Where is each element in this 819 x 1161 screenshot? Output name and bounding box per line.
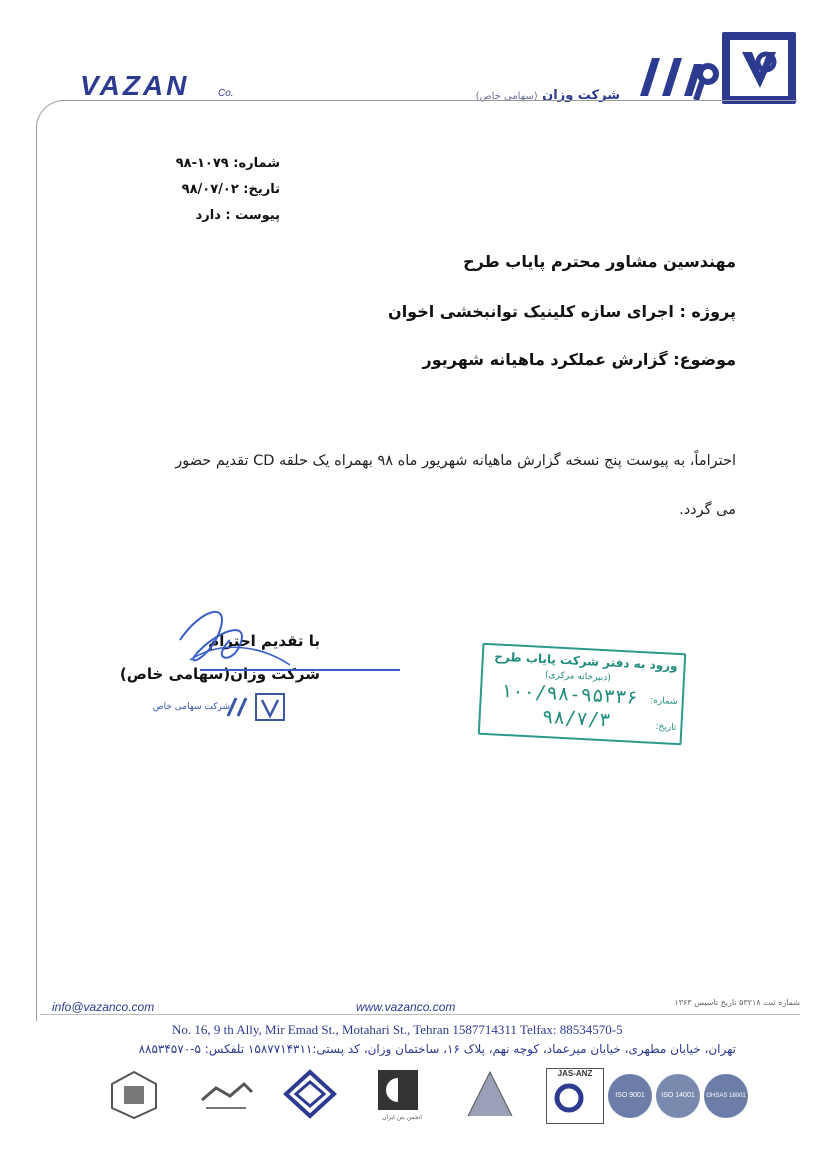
letter-number: شماره: ۱۰۷۹-۹۸ xyxy=(175,156,280,171)
iso-9001-logo-icon: ISO 9001 xyxy=(608,1074,652,1118)
company-stamp-text: شرکت سهامی خاص xyxy=(152,702,230,712)
concrete-association-logo-icon xyxy=(376,1068,420,1126)
grid-logo-icon xyxy=(464,1068,516,1126)
footer-email-link[interactable]: info@vazanco.com xyxy=(52,1000,155,1014)
certification-logos xyxy=(546,1068,752,1126)
receipt-number-label: شماره: xyxy=(649,695,678,708)
receipt-stamp xyxy=(478,643,687,746)
footer-divider xyxy=(40,1014,800,1015)
diamond-logo-icon xyxy=(282,1068,338,1126)
iso-14001-logo-icon: ISO 14001 xyxy=(656,1074,700,1118)
association-logo-icon xyxy=(108,1068,160,1126)
concrete-association-label: انجمن بتن ایران xyxy=(382,1114,422,1121)
page-frame xyxy=(36,100,797,1021)
footer-address-fa: تهران، خیابان مطهری، خیابان میرعماد، کوچه نهم، پلاک ۱۶، ساختمان وزان، کد پستی:۱۵۸۷۷۱۴۳۱۱ تلفکس: ۵-۸۸۵۳۴۵۷۰ xyxy=(138,1042,736,1056)
letter-attachment: پیوست : دارد xyxy=(195,208,280,223)
body-paragraph-line: می گردد. xyxy=(679,502,736,518)
handshake-logo-icon xyxy=(196,1068,256,1126)
recipient: مهندسین مشاور محترم پایاب طرح xyxy=(463,252,736,271)
ohsas-logo-icon: OHSAS 18001 xyxy=(704,1074,748,1118)
persian-wordmark-icon xyxy=(632,46,720,106)
footer-registration: شماره ثبت ۵۳۲۱۸ تاریخ تاسیس ۱۳۶۳ xyxy=(674,998,800,1007)
closing-line: با تقدیم احترام xyxy=(208,632,320,650)
signer-name: شرکت وزان(سهامی خاص) xyxy=(119,665,320,683)
letter-date: تاریخ: ۹۸/۰۷/۰۲ xyxy=(181,182,280,197)
company-logo-icon xyxy=(722,32,796,104)
receipt-date-label: تاریخ: xyxy=(655,721,677,733)
brand-suffix: Co. xyxy=(218,88,234,99)
brand-logo-latin: VAZAN xyxy=(80,70,190,101)
receipt-stamp-title: ورود به دفتر شرکت پایاب طرح xyxy=(493,649,678,673)
project-line: پروژه : اجرای سازه کلینیک توانبخشی اخوان xyxy=(388,302,736,321)
footer-address-en: No. 16, 9 th Ally, Mir Emad St., Motahari St., Tehran 1587714311 Telfax: 88534570-5 xyxy=(172,1022,623,1037)
body-paragraph-line: احتراماً، به پیوست پنج نسخه گزارش ماهیانه شهریور ماه ۹۸ بهمراه یک حلقه CD تقدیم حضور xyxy=(175,453,736,469)
receipt-stamp-subtitle: (دبیرخانه مرکزی) xyxy=(544,670,612,684)
company-name-text: شرکت وزان xyxy=(542,88,620,103)
receipt-date: ۹۸/۷/۳ xyxy=(541,705,612,732)
jas-anz-logo-icon xyxy=(546,1068,604,1124)
company-type-text: (سهامی خاص) xyxy=(475,91,538,102)
jas-anz-label: JAS-ANZ xyxy=(557,1069,593,1078)
receipt-number: ۱۰۰/۹۸-۹۵۳۳۶ xyxy=(500,679,639,709)
footer-website-link[interactable]: www.vazanco.com xyxy=(356,1000,456,1014)
subject-line: موضوع: گزارش عملکرد ماهیانه شهریور xyxy=(422,350,736,369)
